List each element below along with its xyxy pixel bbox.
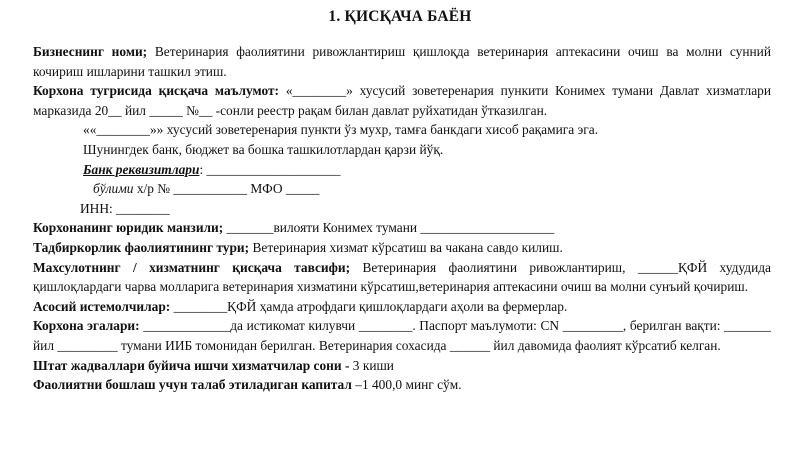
consumers-text: ________ҚФЙ ҳамда атрофдаги қишлоқлардаги аҳоли ва фермерлар. bbox=[173, 298, 568, 314]
entity-type-label: Тадбиркорлик фаолиятининг тури; bbox=[33, 239, 250, 255]
owners-paragraph bbox=[33, 316, 771, 355]
capital-line bbox=[33, 375, 771, 395]
document-body bbox=[33, 42, 771, 395]
section-title: 1. ҚИСҚАЧА БАЁН bbox=[328, 8, 472, 25]
bank-details-rest: : ____________________ bbox=[199, 161, 341, 177]
company-brief-paragraph bbox=[33, 81, 771, 120]
no-debt-line: Шунингдек банк, бюджет ва бошка ташкилотлардан қарзи йўқ. bbox=[83, 141, 444, 157]
entity-type-line bbox=[33, 238, 771, 258]
consumers-line bbox=[33, 297, 771, 317]
entity-type-text: Ветеринария хизмат кўрсатиш ва чакана савдо килиш. bbox=[252, 239, 563, 255]
capital-label: Фаолиятни бошлаш учун талаб этиладиган капитал bbox=[33, 377, 352, 393]
branch-line-label: бўлими bbox=[93, 181, 134, 197]
bank-details-line bbox=[33, 160, 771, 180]
bank-details-label: Банк реквизитлари bbox=[83, 161, 200, 177]
business-name-paragraph bbox=[33, 42, 771, 81]
consumers-label: Асосий истемолчилар: bbox=[33, 298, 171, 314]
company-brief-text: «________» хусусий зоветеренария пункити Конимех тумани Давлат хизматлари марказида 20__ йил _____ №__ -сонли реестр рақам билан давлат руйхатидан ўтказилган. bbox=[33, 83, 771, 118]
product-paragraph bbox=[33, 258, 771, 297]
legal-address-line bbox=[33, 218, 771, 238]
business-name-label: Бизнеснинг номи; bbox=[33, 44, 148, 59]
staff-text: 3 киши bbox=[352, 357, 394, 373]
legal-address-label: Корхонанинг юридик манзили; bbox=[33, 220, 224, 236]
branch-line bbox=[33, 179, 771, 199]
staff-label: Штат жадваллари буйича ишчи хизматчилар сони - bbox=[33, 357, 350, 373]
owners-label: Корхона эгалари: bbox=[33, 318, 140, 334]
owners-text: _____________да истикомат килувчи ________. Паспорт маълумоти: CN _________, берилган вақти: _______ йил _________ тумани ИИБ томонидан берилган. Ветеринария сохасида ______ йил давомида фаолият кўрсатиб келган. bbox=[33, 318, 771, 353]
business-name-text: Ветеринария фаолиятини ривожлантириш қишлоқда ветеринария аптекасини очиш ва молни сунний кочириш ишларини ташкил этиш. bbox=[33, 44, 771, 79]
capital-text: –1 400,0 минг сўм. bbox=[355, 377, 462, 393]
product-text: Ветеринария фаолиятини ривожлантириш, ______ҚФЙ худудида қишлоқлардаги чарва молларига ветеринария хизматини кўрсатиш,ветеринария аптекасини очиш ва молни сунъий қочириш. bbox=[33, 259, 771, 295]
account-line: ««________»» хусусий зоветеренария пункти ўз мухр, тамға банкдаги хисоб рақамига эга. bbox=[83, 122, 599, 138]
company-brief-label: Корхона тугрисида қисқача маълумот: bbox=[33, 83, 279, 99]
legal-address-text: _______вилояти Конимех тумани ____________________ bbox=[226, 220, 555, 236]
product-label: Махсулотнинг / хизматнинг қисқача тавсифи; bbox=[33, 259, 351, 275]
staff-line bbox=[33, 356, 771, 376]
inn-line: ИНН: ________ bbox=[80, 200, 170, 216]
branch-line-rest: х/р № ___________ МФО _____ bbox=[136, 181, 320, 197]
